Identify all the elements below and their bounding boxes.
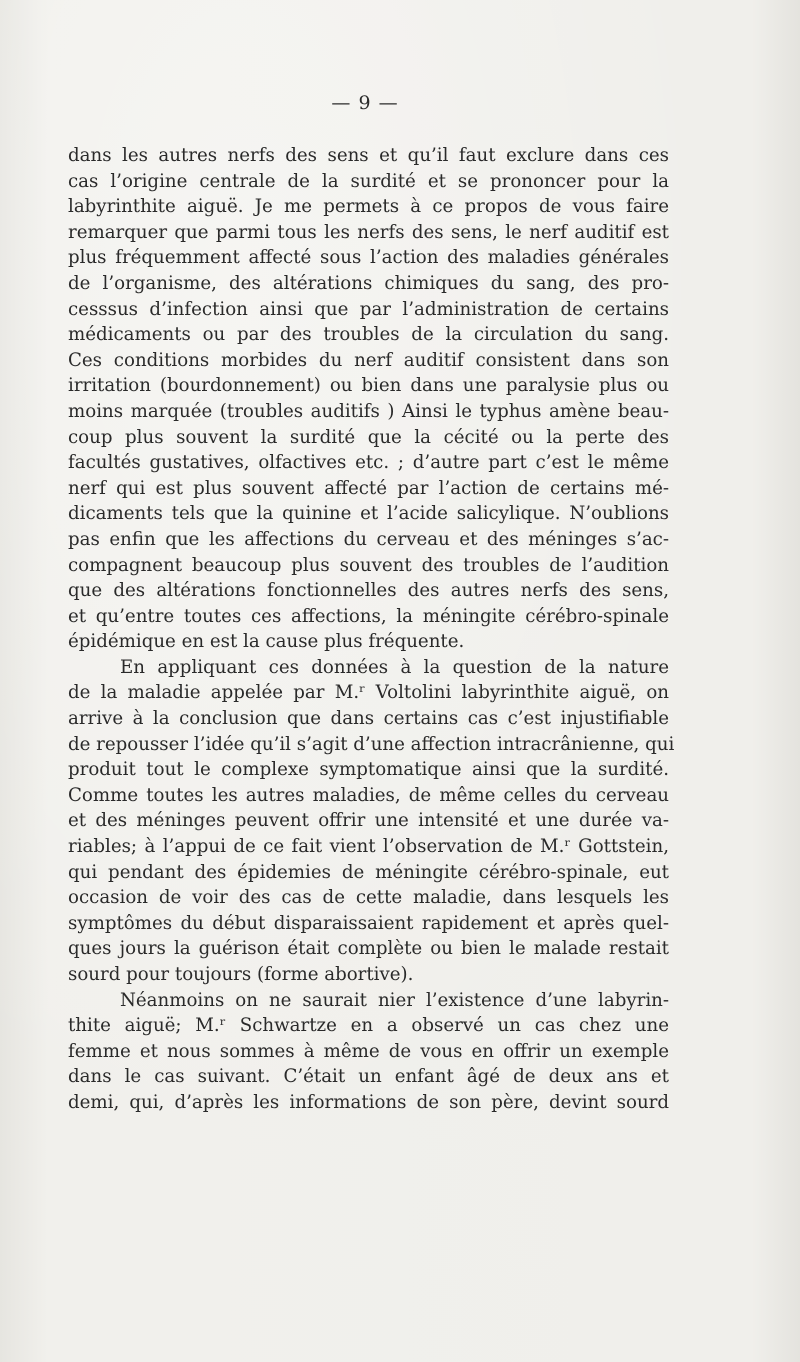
text-line: Ces conditions morbides du nerf auditif consistent dans son bbox=[68, 349, 669, 371]
text-line: En appliquant ces données à la question de la nature bbox=[120, 656, 669, 678]
paragraph bbox=[68, 655, 675, 988]
text-line: arrive à la conclusion que dans certains cas c’est injustifiable bbox=[68, 708, 669, 730]
text-line: de repousser l’idée qu’il s’agit d’une affection intracrânienne, qui bbox=[68, 733, 675, 755]
text-line: de l’organisme, des altérations chimiques du sang, des pro- bbox=[68, 272, 669, 294]
text-line: Néanmoins on ne saurait nier l’existence d’une labyrin- bbox=[120, 989, 669, 1011]
text-line: femme et nous sommes à même de vous en offrir un exemple bbox=[68, 1040, 669, 1062]
text-line: labyrinthite aiguë. Je me permets à ce propos de vous faire bbox=[68, 196, 669, 218]
text-line: cesssus d’infection ainsi que par l’administration de certains bbox=[68, 298, 669, 320]
text-line: plus fréquemment affecté sous l’action des maladies générales bbox=[68, 247, 669, 269]
text-line: sourd pour toujours (forme abortive). bbox=[68, 964, 414, 985]
text-line: symptômes du début disparaissaient rapidement et après quel- bbox=[68, 912, 669, 934]
text-line: demi, qui, d’après les informations de son père, devint sourd bbox=[68, 1091, 669, 1113]
text-line: dans le cas suivant. C’était un enfant âgé de deux ans et bbox=[68, 1066, 669, 1088]
text-line: Comme toutes les autres maladies, de même celles du cerveau bbox=[68, 784, 669, 806]
text-line: médicaments ou par des troubles de la circulation du sang. bbox=[68, 324, 669, 346]
text-line: dans les autres nerfs des sens et qu’il faut exclure dans ces bbox=[68, 145, 669, 166]
text-line: pas enfin que les affections du cerveau et des méninges s’ac- bbox=[68, 528, 669, 550]
paragraph bbox=[68, 143, 669, 655]
text-line: compagnent beaucoup plus souvent des troubles de l’audition bbox=[68, 554, 669, 576]
text-line: que des altérations fonctionnelles des autres nerfs des sens, bbox=[68, 580, 669, 602]
text-line: coup plus souvent la surdité que la cécité ou la perte des bbox=[68, 426, 669, 448]
text-line: cas l’origine centrale de la surdité et se prononcer pour la bbox=[68, 170, 669, 192]
page-number: — 9 — bbox=[331, 92, 399, 114]
text-line: dicaments tels que la quinine et l’acide salicylique. N’oublions bbox=[68, 503, 669, 525]
text-line: occasion de voir des cas de cette maladie, dans lesquels les bbox=[68, 887, 669, 909]
text-line: et des méninges peuvent offrir une intensité et une durée va- bbox=[68, 810, 669, 832]
text-line: de la maladie appelée par M.ʳ Voltolini labyrinthite aiguë, on bbox=[68, 682, 669, 704]
text-line: irritation (bourdonnement) ou bien dans une paralysie plus ou bbox=[68, 375, 669, 397]
text-line: produit tout le complexe symptomatique ainsi que la surdité. bbox=[68, 759, 669, 781]
text-line: riables; à l’appui de ce fait vient l’observation de M.ʳ Gottstein, bbox=[68, 836, 669, 858]
text-line: ques jours la guérison était complète ou bien le malade restait bbox=[68, 938, 669, 960]
body-text bbox=[68, 143, 675, 1116]
text-line: nerf qui est plus souvent affecté par l’action de certains mé- bbox=[68, 477, 669, 499]
text-line: thite aiguë; M.ʳ Schwartze en a observé un cas chez une bbox=[68, 1015, 669, 1037]
text-line: qui pendant des épidemies de méningite cérébro-spinale, eut bbox=[68, 861, 669, 883]
text-line: et qu’entre toutes ces affections, la méningite cérébro-spinale bbox=[68, 605, 669, 627]
text-line: moins marquée (troubles auditifs ) Ainsi le typhus amène beau- bbox=[68, 400, 669, 422]
text-line: épidémique en est la cause plus fréquente. bbox=[68, 631, 465, 653]
text-line: facultés gustatives, olfactives etc. ; d’autre part c’est le même bbox=[68, 452, 669, 474]
text-line: remarquer que parmi tous les nerfs des sens, le nerf auditif est bbox=[68, 221, 669, 243]
paragraph bbox=[68, 988, 669, 1116]
